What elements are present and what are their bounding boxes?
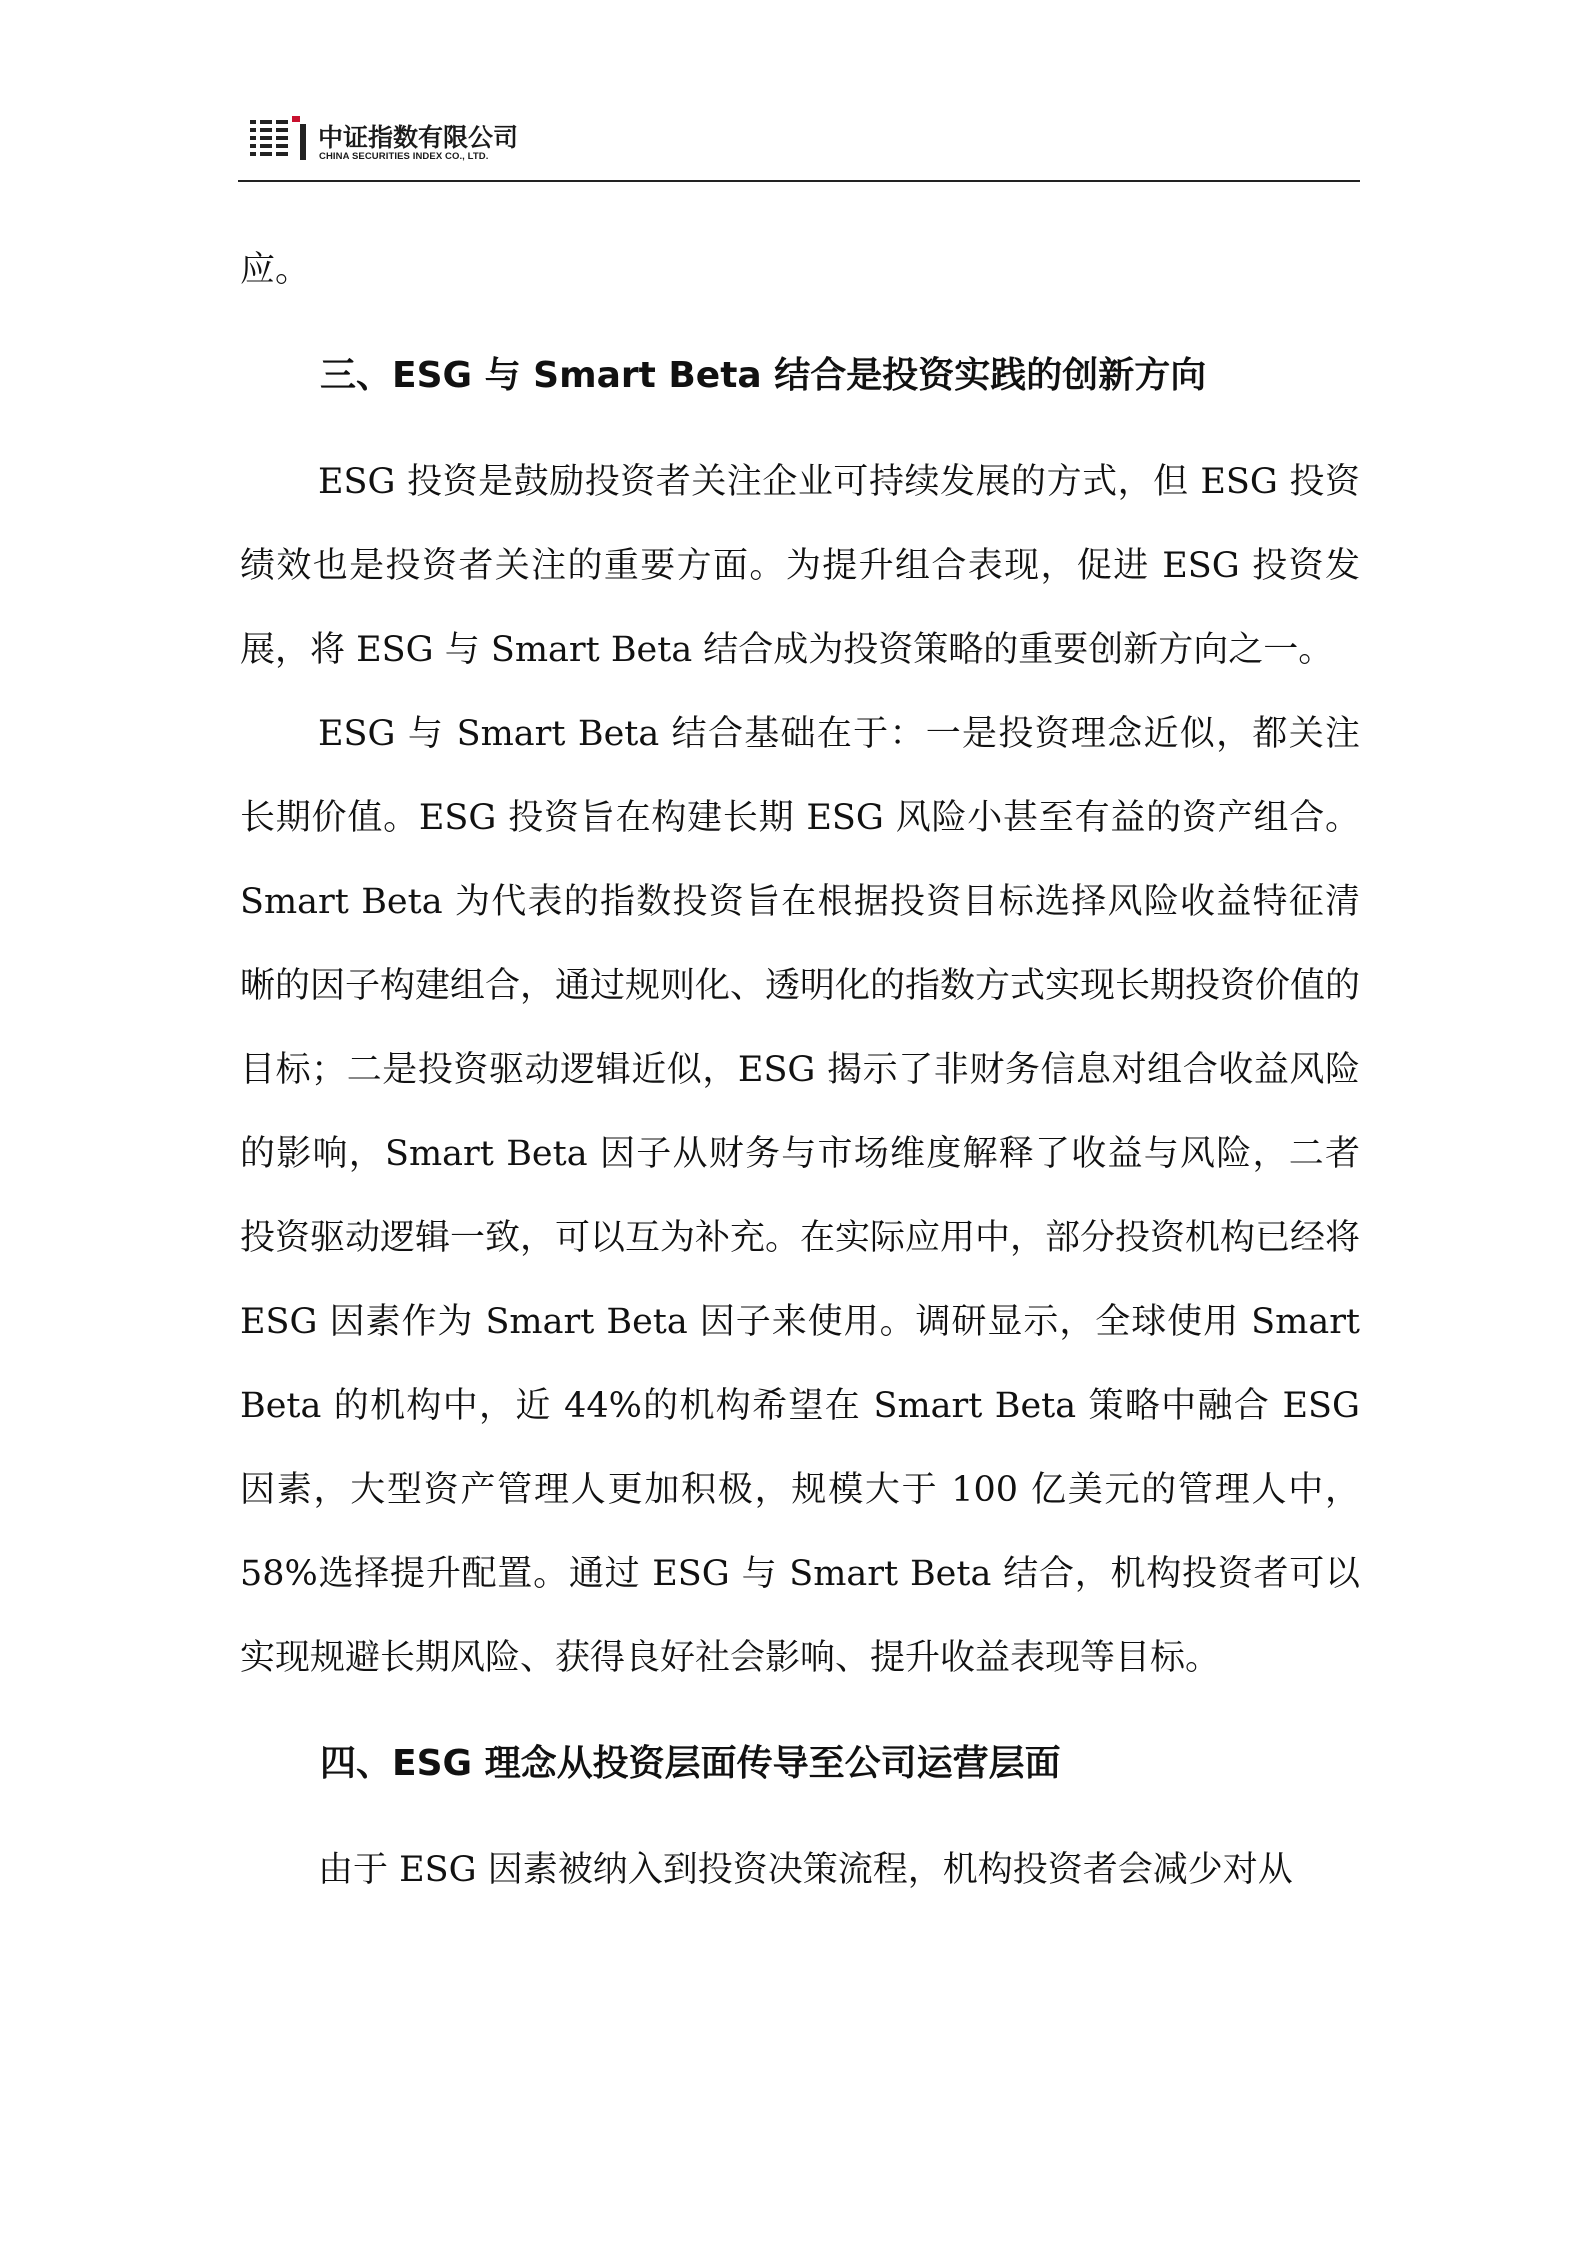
section-heading-4: 四、ESG 理念从投资层面传导至公司运营层面 — [320, 1743, 1061, 1784]
section-heading-3: 三、ESG 与 Smart Beta 结合是投资实践的创新方向 — [320, 355, 1207, 396]
page-header — [238, 110, 1360, 182]
company-name-en: CHINA SECURITIES INDEX CO., LTD. — [319, 151, 489, 162]
paragraph-1: ESG 投资是鼓励投资者关注企业可持续发展的方式，但 ESG 投资绩效也是投资者关注的重要方面。为提升组合表现，促进 ESG 投资发展，将 ESG 与 Smart Beta 结合成为投资策略的重要创新方向之一。 — [240, 462, 1360, 670]
paragraph-continuation: 应。 — [240, 250, 311, 290]
csi-logo-icon — [250, 116, 312, 162]
company-name-cn: 中证指数有限公司 — [318, 123, 519, 152]
document-body — [240, 228, 1360, 1912]
paragraph-2: ESG 与 Smart Beta 结合基础在于：一是投资理念近似，都关注长期价值。ESG 投资旨在构建长期 ESG 风险小甚至有益的资产组合。Smart Beta 为代表的指数投资旨在根据投资目标选择风险收益特征清晰的因子构建组合，通过规则化、透明化的指数方式实现长期投资价值的目标；二是投资驱动逻辑近似，ESG 揭示了非财务信息对组合收益风险的影响，Smart Beta 因子从财务与市场维度解释了收益与风险，二者投资驱动逻辑一致，可以互为补充。在实际应用中，部分投资机构已经将 ESG 因素作为 Smart Beta 因子来使用。调研显示，全球使用 Smart Beta 的机构中，近 44%的机构希望在 Smart Beta 策略中融合 ESG 因素，大型资产管理人更加积极，规模大于 100 亿美元的管理人中，58%选择提升配置。通过 ESG 与 Smart Beta 结合，机构投资者可以实现规避长期风险、获得良好社会影响、提升收益表现等目标。 — [240, 714, 1361, 1678]
paragraph-3: 由于 ESG 因素被纳入到投资决策流程，机构投资者会减少对从 — [318, 1850, 1293, 1890]
